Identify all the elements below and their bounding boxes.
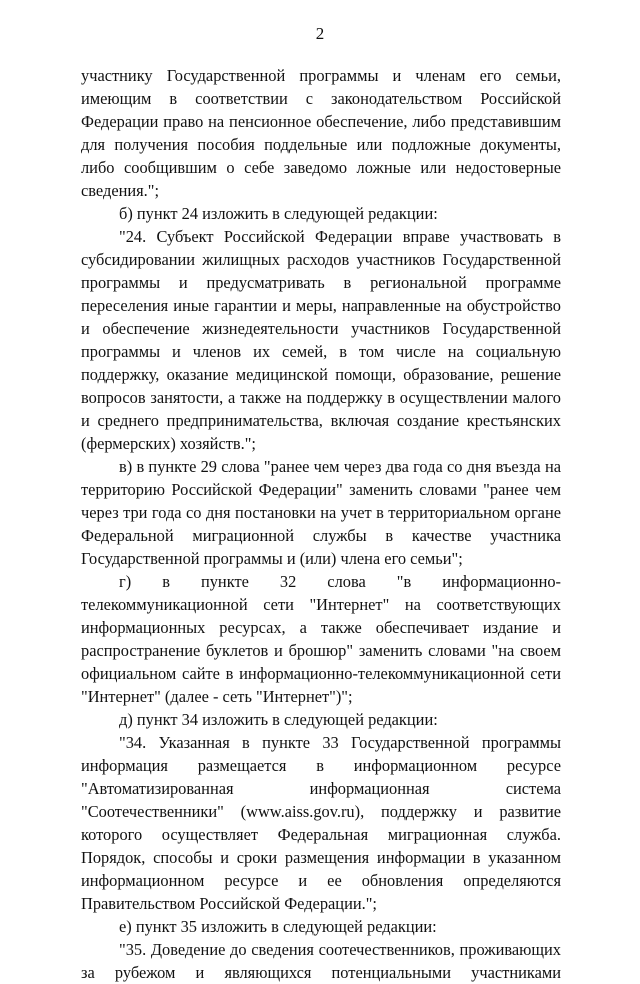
paragraph-item-b: б) пункт 24 изложить в следующей редакции: [119,204,438,223]
paragraph-clause-24: "24. Субъект Российской Федерации вправе участвовать в субсидировании жилищных расходов участников Государственной программы и предусматривать в региональной программе переселения иные гарантии и меры, направленные на обустройство и обеспечение жизнедеятельности участников Государственной программы и членов их семей, в том числе на социальную поддержку, оказание медицинской помощи, образование, решение вопросов занятости, а также на поддержку в осуществлении малого и среднего предпринимательства, включая создание крестьянских (фермерских) хозяйств."; [81,227,561,453]
paragraph-clause-34: "34. Указанная в пункте 33 Государственной программы информация размещается в информационном ресурсе "Автоматизированная информационная система "Соотечественники" (www.aiss.gov.ru), поддержку и развитие которого осуществляет Федеральная миграционная служба. Порядок, способы и сроки размещения информации в указанном информационном ресурсе и ее обновления определяются Правительством Российской Федерации."; [81,733,561,913]
paragraph-item-v: в) в пункте 29 слова "ранее чем через два года со дня въезда на территорию Российской Федерации" заменить словами "ранее чем через три года со дня постановки на учет в территориальном органе Федеральной миграционной службы в качестве участника Государственной программы и (или) члена его семьи"; [81,457,561,568]
paragraph-item-g: г) в пункте 32 слова "в информационно-телекоммуникационной сети "Интернет" на соответствующих информационных ресурсах, а также обеспечивает издание и распространение буклетов и брошюр" заменить словами "на своем официальном сайте в информационно-телекоммуникационной сети "Интернет" (далее - сеть "Интернет")"; [81,572,561,706]
paragraph-item-e: е) пункт 35 изложить в следующей редакции: [119,917,437,936]
paragraph-continuation: участнику Государственной программы и членам его семьи, имеющим в соответствии с законодательством Российской Федерации право на пенсионное обеспечение, либо представившим для получения пособия поддельные или подложные документы, либо сообщившим о себе заведомо ложные или недостоверные сведения."; [81,66,561,200]
paragraph-item-d: д) пункт 34 изложить в следующей редакции: [119,710,438,729]
page-number: 2 [315,24,325,43]
paragraph-clause-35: "35. Доведение до сведения соотечественников, проживающих за рубежом и являющихся потенциальными участниками [81,940,561,982]
document-body [81,64,561,984]
